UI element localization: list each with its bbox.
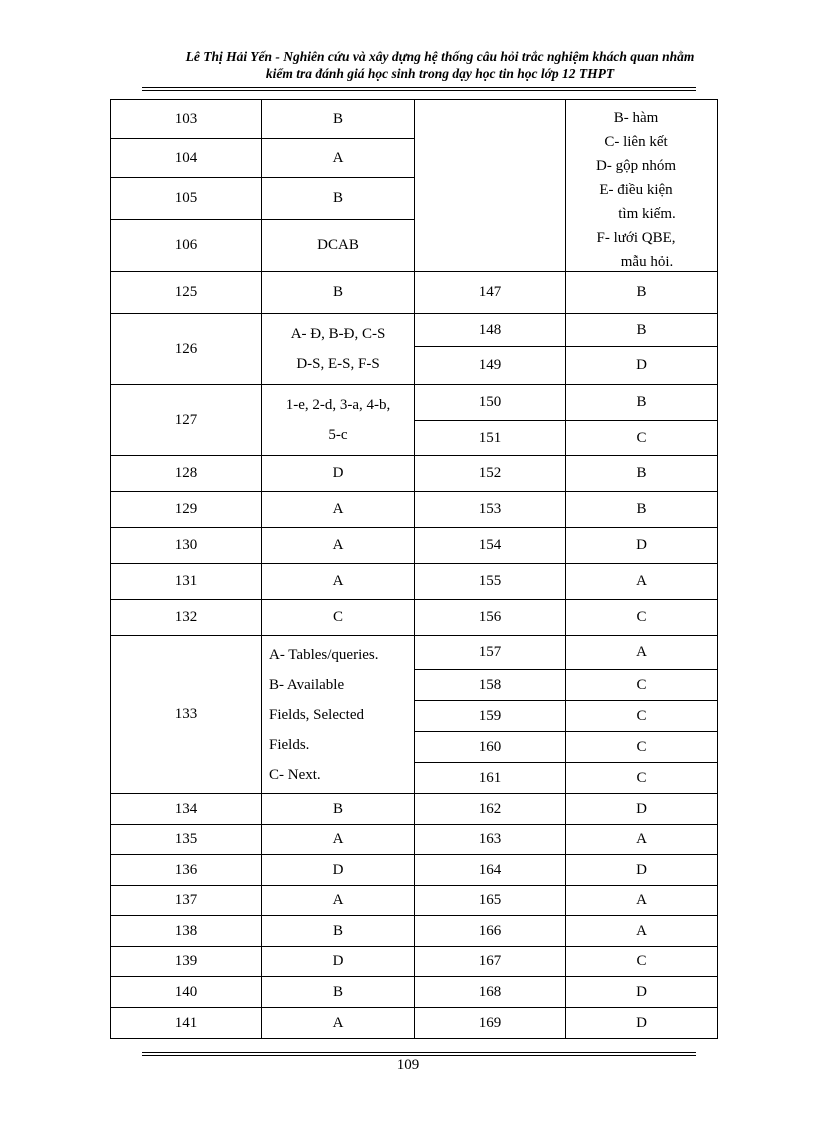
answer-line: A- Đ, B-Đ, C-S — [290, 326, 386, 342]
table-cell: A — [261, 885, 415, 916]
page-header — [80, 48, 800, 82]
table-cell: C — [565, 946, 718, 977]
table-cell: 129 — [110, 491, 262, 528]
table-cell: C — [261, 599, 415, 636]
table-cell: B — [261, 793, 415, 825]
header-rule — [142, 87, 696, 88]
answer-line: A- Tables/queries. — [269, 646, 379, 663]
header-line-2: kiểm tra đánh giá học sinh trong dạy học tin học lớp 12 THPT — [265, 66, 615, 81]
table-cell: B — [565, 455, 718, 492]
table-cell: 104 — [110, 138, 262, 178]
table-cell: C — [565, 669, 718, 701]
table-cell: 163 — [414, 824, 566, 855]
table-cell: D — [565, 527, 718, 564]
table-cell: 105 — [110, 177, 262, 220]
table-cell: A — [261, 138, 415, 178]
table-cell: 140 — [110, 976, 262, 1008]
table-cell: 148 — [414, 313, 566, 347]
answer-line: D-S, E-S, F-S — [296, 356, 380, 372]
table-cell: 131 — [110, 563, 262, 600]
table-cell-empty — [414, 99, 566, 272]
answer-line: Fields. — [269, 736, 310, 753]
table-cell: A — [565, 563, 718, 600]
option-line: C- liên kết — [604, 134, 668, 150]
table-cell: 153 — [414, 491, 566, 528]
table-cell: B — [565, 313, 718, 347]
table-cell: 132 — [110, 599, 262, 636]
table-cell — [261, 384, 415, 456]
table-cell: C — [565, 731, 718, 763]
table-cell: 135 — [110, 824, 262, 855]
table-cell: A — [261, 527, 415, 564]
header-rule — [142, 90, 696, 91]
table-cell: 164 — [414, 854, 566, 886]
table-cell: 157 — [414, 635, 566, 670]
answer-line: B- Available — [269, 676, 345, 693]
table-cell: 154 — [414, 527, 566, 564]
table-cell: 133 — [110, 635, 262, 794]
table-cell: 137 — [110, 885, 262, 916]
table-cell — [261, 635, 415, 794]
table-cell: A — [565, 635, 718, 670]
table-cell: D — [565, 793, 718, 825]
table-cell: C — [565, 700, 718, 732]
table-cell: B — [565, 384, 718, 421]
header-line-1: Lê Thị Hải Yến - Nghiên cứu và xây dựng hệ thống câu hỏi trắc nghiệm khách quan nhằm — [185, 49, 695, 64]
table-cell: 106 — [110, 219, 262, 272]
table-cell — [261, 313, 415, 385]
table-cell: DCAB — [261, 219, 415, 272]
footer-rule — [142, 1055, 696, 1056]
table-cell: 136 — [110, 854, 262, 886]
table-cell: C — [565, 420, 718, 456]
table-cell: D — [261, 946, 415, 977]
table-cell: B — [565, 271, 718, 314]
table-cell: C — [565, 599, 718, 636]
option-line: E- điều kiện — [599, 182, 673, 198]
table-cell: A — [261, 563, 415, 600]
table-cell: B — [261, 271, 415, 314]
table-cell: D — [565, 1007, 718, 1039]
table-cell: 141 — [110, 1007, 262, 1039]
table-cell: 159 — [414, 700, 566, 732]
table-cell: 151 — [414, 420, 566, 456]
answer-line: 5-c — [328, 427, 348, 443]
option-line: tìm kiếm. — [618, 206, 676, 222]
footer-rule — [142, 1052, 696, 1053]
table-cell: 152 — [414, 455, 566, 492]
options-cell — [565, 99, 718, 272]
table-cell: A — [565, 824, 718, 855]
table-cell: B — [261, 915, 415, 947]
table-cell: B — [261, 99, 415, 139]
table-cell: 165 — [414, 885, 566, 916]
table-cell: 167 — [414, 946, 566, 977]
page-number: 109 — [396, 1057, 420, 1073]
table-cell: 156 — [414, 599, 566, 636]
table-cell: 150 — [414, 384, 566, 421]
table-cell: D — [565, 976, 718, 1008]
option-line: B- hàm — [613, 110, 659, 126]
table-cell: 158 — [414, 669, 566, 701]
table-cell: 125 — [110, 271, 262, 314]
table-cell: 149 — [414, 346, 566, 385]
table-cell: 162 — [414, 793, 566, 825]
table-cell: A — [565, 885, 718, 916]
table-cell: C — [565, 762, 718, 794]
table-cell: 155 — [414, 563, 566, 600]
table-cell: A — [261, 491, 415, 528]
table-cell: D — [261, 455, 415, 492]
table-cell: B — [565, 491, 718, 528]
table-cell: 126 — [110, 313, 262, 385]
table-cell: 128 — [110, 455, 262, 492]
table-cell: 130 — [110, 527, 262, 564]
table-cell: 127 — [110, 384, 262, 456]
table-cell: A — [261, 1007, 415, 1039]
table-cell: 168 — [414, 976, 566, 1008]
table-cell: 147 — [414, 271, 566, 314]
option-line: D- gộp nhóm — [596, 158, 676, 174]
table-cell: 160 — [414, 731, 566, 763]
table-cell: 103 — [110, 99, 262, 139]
table-cell: 134 — [110, 793, 262, 825]
table-cell: 138 — [110, 915, 262, 947]
option-line: mẫu hỏi. — [620, 254, 674, 270]
table-cell: A — [261, 824, 415, 855]
table-cell: 161 — [414, 762, 566, 794]
table-cell: D — [565, 854, 718, 886]
answer-line: 1-e, 2-d, 3-a, 4-b, — [285, 397, 391, 413]
table-cell: A — [565, 915, 718, 947]
option-line: F- lưới QBE, — [596, 230, 676, 246]
answer-line: Fields, Selected — [269, 706, 364, 723]
table-cell: 169 — [414, 1007, 566, 1039]
table-cell: D — [261, 854, 415, 886]
table-cell: 139 — [110, 946, 262, 977]
table-cell: D — [565, 346, 718, 385]
table-cell: B — [261, 177, 415, 220]
table-cell: 166 — [414, 915, 566, 947]
answer-line: C- Next. — [269, 766, 321, 783]
table-cell: B — [261, 976, 415, 1008]
